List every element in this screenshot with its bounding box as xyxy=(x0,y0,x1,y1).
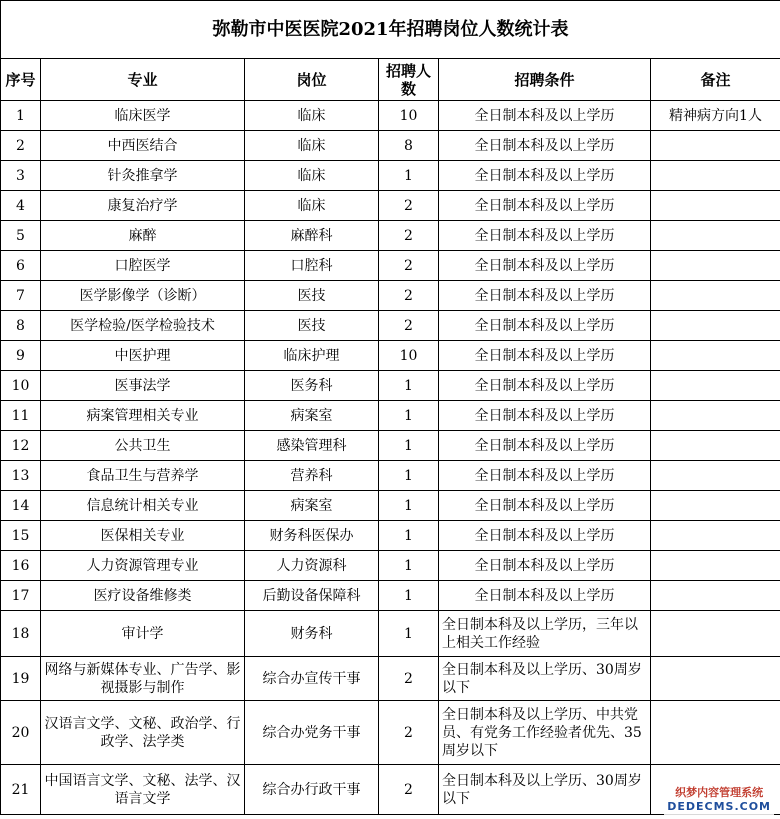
cell-condition: 全日制本科及以上学历 xyxy=(439,341,651,371)
cell-position: 财务科医保办 xyxy=(245,521,379,551)
table-title: 弥勒市中医医院2021年招聘岗位人数统计表 xyxy=(1,1,780,59)
header-position: 岗位 xyxy=(245,59,379,101)
cell-major: 康复治疗学 xyxy=(41,191,245,221)
cell-major: 汉语言文学、文秘、政治学、行政学、法学类 xyxy=(41,701,245,765)
table-row xyxy=(1,221,780,251)
cell-seq: 9 xyxy=(1,341,41,371)
cell-count: 1 xyxy=(379,371,439,401)
table-row xyxy=(1,101,780,131)
cell-count: 2 xyxy=(379,765,439,815)
cell-seq: 11 xyxy=(1,401,41,431)
cell-major: 麻醉 xyxy=(41,221,245,251)
cell-seq: 7 xyxy=(1,281,41,311)
cell-major: 人力资源管理专业 xyxy=(41,551,245,581)
cell-condition: 全日制本科及以上学历 xyxy=(439,401,651,431)
cell-condition: 全日制本科及以上学历、30周岁以下 xyxy=(439,765,651,815)
cell-condition: 全日制本科及以上学历 xyxy=(439,551,651,581)
cell-major: 医事法学 xyxy=(41,371,245,401)
cell-seq: 2 xyxy=(1,131,41,161)
cell-position: 综合办党务干事 xyxy=(245,701,379,765)
cell-major: 病案管理相关专业 xyxy=(41,401,245,431)
cell-major: 医学影像学（诊断） xyxy=(41,281,245,311)
cell-seq: 8 xyxy=(1,311,41,341)
cell-major: 医保相关专业 xyxy=(41,521,245,551)
cell-condition: 全日制本科及以上学历 xyxy=(439,251,651,281)
watermark-line1: 织梦内容管理系统 xyxy=(675,786,764,799)
cell-position: 医技 xyxy=(245,311,379,341)
cell-condition: 全日制本科及以上学历 xyxy=(439,131,651,161)
cell-position: 麻醉科 xyxy=(245,221,379,251)
cell-count: 10 xyxy=(379,341,439,371)
cell-major: 医疗设备维修类 xyxy=(41,581,245,611)
cell-seq: 19 xyxy=(1,657,41,701)
cell-count: 2 xyxy=(379,221,439,251)
cell-major: 中国语言文学、文秘、法学、汉语言文学 xyxy=(41,765,245,815)
cell-condition: 全日制本科及以上学历 xyxy=(439,191,651,221)
header-condition: 招聘条件 xyxy=(439,59,651,101)
cell-position: 人力资源科 xyxy=(245,551,379,581)
cell-remark xyxy=(651,221,780,251)
table-row xyxy=(1,701,780,765)
cell-position: 感染管理科 xyxy=(245,431,379,461)
cell-condition: 全日制本科及以上学历 xyxy=(439,281,651,311)
cell-condition: 全日制本科及以上学历 xyxy=(439,581,651,611)
cell-seq: 14 xyxy=(1,491,41,521)
cell-remark xyxy=(651,551,780,581)
cell-position: 临床 xyxy=(245,161,379,191)
cell-condition: 全日制本科及以上学历 xyxy=(439,101,651,131)
cell-position: 临床 xyxy=(245,101,379,131)
cell-count: 1 xyxy=(379,401,439,431)
header-count: 招聘人数 xyxy=(379,59,439,101)
cell-position: 医务科 xyxy=(245,371,379,401)
cell-condition: 全日制本科及以上学历 xyxy=(439,311,651,341)
cell-remark xyxy=(651,161,780,191)
table-row xyxy=(1,581,780,611)
cell-seq: 18 xyxy=(1,611,41,657)
cell-count: 1 xyxy=(379,491,439,521)
cell-count: 1 xyxy=(379,521,439,551)
cell-position: 财务科 xyxy=(245,611,379,657)
cell-count: 2 xyxy=(379,281,439,311)
cell-major: 公共卫生 xyxy=(41,431,245,461)
cell-condition: 全日制本科及以上学历 xyxy=(439,221,651,251)
header-remark: 备注 xyxy=(651,59,780,101)
cell-major: 中医护理 xyxy=(41,341,245,371)
cell-remark xyxy=(651,581,780,611)
table-row xyxy=(1,551,780,581)
cell-major: 信息统计相关专业 xyxy=(41,491,245,521)
cell-major: 中西医结合 xyxy=(41,131,245,161)
cell-remark xyxy=(651,251,780,281)
cell-position: 综合办行政干事 xyxy=(245,765,379,815)
cell-position: 口腔科 xyxy=(245,251,379,281)
cell-remark xyxy=(651,611,780,657)
cell-seq: 17 xyxy=(1,581,41,611)
watermark-line2: DEDECMS.COM xyxy=(667,800,771,813)
cell-seq: 5 xyxy=(1,221,41,251)
cell-condition: 全日制本科及以上学历 xyxy=(439,491,651,521)
table-row xyxy=(1,461,780,491)
cell-remark xyxy=(651,371,780,401)
cell-seq: 10 xyxy=(1,371,41,401)
cell-condition: 全日制本科及以上学历，三年以上相关工作经验 xyxy=(439,611,651,657)
cell-count: 2 xyxy=(379,657,439,701)
cell-count: 2 xyxy=(379,311,439,341)
table-row xyxy=(1,191,780,221)
cell-count: 2 xyxy=(379,251,439,281)
cell-count: 1 xyxy=(379,581,439,611)
cell-condition: 全日制本科及以上学历 xyxy=(439,461,651,491)
cell-count: 1 xyxy=(379,161,439,191)
cell-major: 网络与新媒体专业、广告学、影视摄影与制作 xyxy=(41,657,245,701)
cell-remark xyxy=(651,311,780,341)
cell-count: 1 xyxy=(379,551,439,581)
table-row xyxy=(1,765,780,815)
cell-remark xyxy=(651,191,780,221)
cell-position: 临床 xyxy=(245,191,379,221)
cell-count: 10 xyxy=(379,101,439,131)
cell-major: 医学检验/医学检验技术 xyxy=(41,311,245,341)
cell-seq: 20 xyxy=(1,701,41,765)
cell-seq: 1 xyxy=(1,101,41,131)
cell-remark xyxy=(651,281,780,311)
cell-position: 医技 xyxy=(245,281,379,311)
cell-seq: 3 xyxy=(1,161,41,191)
cell-count: 1 xyxy=(379,461,439,491)
cell-count: 1 xyxy=(379,611,439,657)
cell-count: 2 xyxy=(379,701,439,765)
cell-major: 食品卫生与营养学 xyxy=(41,461,245,491)
cell-remark xyxy=(651,461,780,491)
cell-condition: 全日制本科及以上学历 xyxy=(439,431,651,461)
cell-remark xyxy=(651,431,780,461)
cell-position: 营养科 xyxy=(245,461,379,491)
cell-condition: 全日制本科及以上学历 xyxy=(439,521,651,551)
table-row xyxy=(1,371,780,401)
cell-position: 后勤设备保障科 xyxy=(245,581,379,611)
cell-seq: 4 xyxy=(1,191,41,221)
cell-position: 临床 xyxy=(245,131,379,161)
header-row xyxy=(1,59,780,101)
header-seq: 序号 xyxy=(1,59,41,101)
table-row xyxy=(1,251,780,281)
table-row xyxy=(1,521,780,551)
cell-remark xyxy=(651,701,780,765)
cell-condition: 全日制本科及以上学历、30周岁以下 xyxy=(439,657,651,701)
cell-count: 1 xyxy=(379,431,439,461)
cell-position: 病案室 xyxy=(245,401,379,431)
cell-position: 病案室 xyxy=(245,491,379,521)
cell-major: 针灸推拿学 xyxy=(41,161,245,191)
cell-condition: 全日制本科及以上学历 xyxy=(439,371,651,401)
cell-remark xyxy=(651,401,780,431)
header-major: 专业 xyxy=(41,59,245,101)
cell-major: 临床医学 xyxy=(41,101,245,131)
cell-position: 临床护理 xyxy=(245,341,379,371)
cell-seq: 13 xyxy=(1,461,41,491)
cell-remark xyxy=(651,491,780,521)
table-row xyxy=(1,491,780,521)
cell-remark xyxy=(651,341,780,371)
cell-condition: 全日制本科及以上学历 xyxy=(439,161,651,191)
cell-remark xyxy=(651,521,780,551)
cell-seq: 21 xyxy=(1,765,41,815)
table-row xyxy=(1,657,780,701)
cell-seq: 12 xyxy=(1,431,41,461)
table-row xyxy=(1,161,780,191)
cell-seq: 15 xyxy=(1,521,41,551)
cell-major: 审计学 xyxy=(41,611,245,657)
cell-position: 综合办宣传干事 xyxy=(245,657,379,701)
cell-count: 2 xyxy=(379,191,439,221)
table-row xyxy=(1,611,780,657)
cell-seq: 6 xyxy=(1,251,41,281)
cell-remark xyxy=(651,131,780,161)
table-row xyxy=(1,341,780,371)
table-row xyxy=(1,401,780,431)
cell-major: 口腔医学 xyxy=(41,251,245,281)
watermark-logo xyxy=(664,785,774,815)
table-row xyxy=(1,131,780,161)
cell-count: 8 xyxy=(379,131,439,161)
table-row xyxy=(1,281,780,311)
cell-condition: 全日制本科及以上学历、中共党员、有党务工作经验者优先、35周岁以下 xyxy=(439,701,651,765)
table-row xyxy=(1,431,780,461)
cell-remark: 精神病方向1人 xyxy=(651,101,780,131)
cell-seq: 16 xyxy=(1,551,41,581)
cell-remark xyxy=(651,657,780,701)
table-row xyxy=(1,311,780,341)
